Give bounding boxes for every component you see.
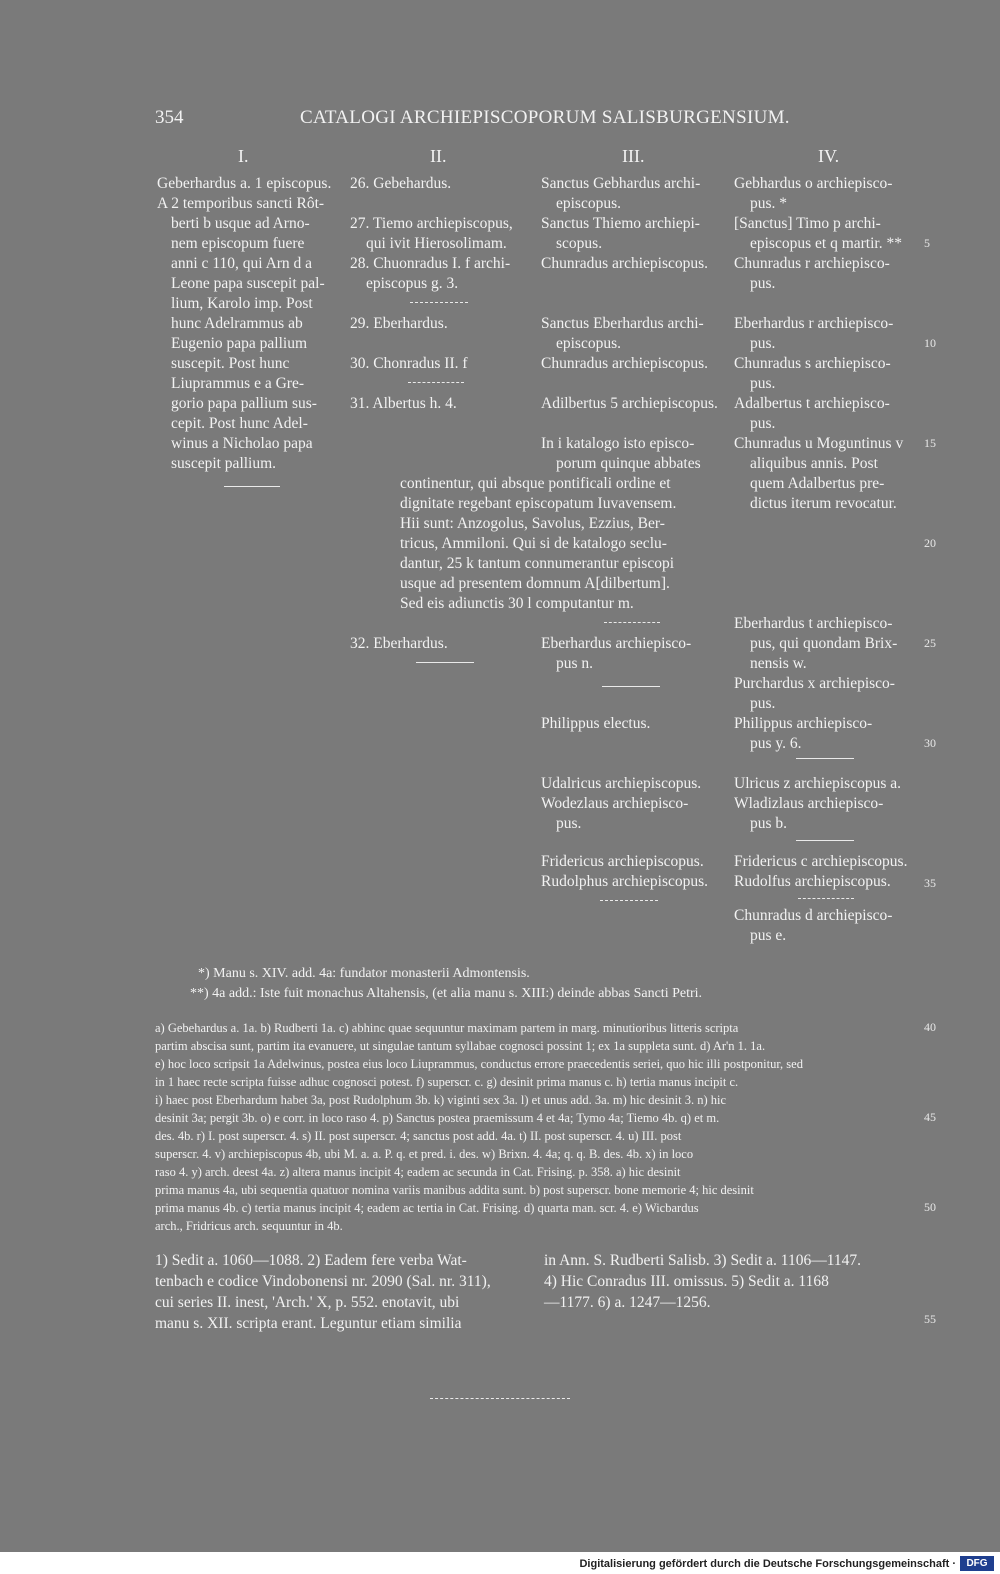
col3-line: Rudolphus archiepiscopus. (541, 873, 709, 890)
col4-line: pus. (750, 375, 776, 392)
bottom-ornament-rule (430, 1398, 570, 1399)
col1-line: winus a Nicholao papa (171, 435, 313, 452)
col4-line: pus. (750, 695, 776, 712)
col1-line: lium, Karolo imp. Post (171, 295, 313, 312)
note-left-line: manu s. XII. scripta erant. Leguntur etiam similia (155, 1315, 462, 1332)
span-line: dantur, 25 k tantum connumerantur episcopi (400, 555, 675, 572)
span-line: continentur, qui absque pontificali ordine et (400, 475, 671, 492)
col4-line: Adalbertus t archiepisco- (734, 395, 890, 412)
col4-dash (798, 898, 854, 899)
span-line: dignitate regebant episcopatum Iuvavensem. (400, 495, 677, 512)
apparatus-line: i) haec post Eberhardum habet 3a, post Rudolphum 3b. k) viginti sex 3a. l) et unus add. 3a. m) hic desinit 3. n) hic (155, 1093, 727, 1107)
col3-line: scopus. (556, 235, 603, 252)
col4-line: Chunradus r archiepisco- (734, 255, 890, 272)
col2-line: 27. Tiemo archiepiscopus, (350, 215, 513, 232)
col2-line: 30. Chonradus II. f (350, 355, 468, 372)
column-head-3: III. (622, 146, 645, 166)
col4-line: Ulricus z archiepiscopus a. (734, 775, 901, 792)
span-line: usque ad presentem domnum A[dilbertum]. (400, 575, 670, 592)
col2-dash (408, 382, 464, 383)
col3-rule (602, 686, 660, 687)
col4-line: Philippus archiepisco- (734, 715, 873, 732)
span-line: Sed eis adiunctis 30 l computantur m. (400, 595, 634, 612)
col1-line: Liuprammus e a Gre- (171, 375, 304, 392)
footer-bar (0, 1552, 1000, 1574)
col2-line: 29. Eberhardus. (350, 315, 448, 332)
page-title: CATALOGI ARCHIEPISCOPORUM SALISBURGENSIUM. (300, 107, 790, 128)
span-line: Hii sunt: Anzogolus, Savolus, Ezzius, Ber- (400, 515, 665, 532)
line-number: 25 (924, 636, 936, 650)
col2-dash (410, 302, 468, 303)
col4-line: pus b. (750, 815, 788, 832)
col3-line: In i katalogo isto episco- (541, 435, 695, 452)
col3-dash (604, 622, 660, 623)
col1-line: A 2 temporibus sancti Rôt- (157, 195, 325, 212)
apparatus-line: raso 4. y) arch. deest 4a. z) altera manus incipit 4; eadem ac secunda in Cat. Frising. p. 358. a) hic desinit (155, 1165, 681, 1179)
col1-line: Eugenio papa pallium (171, 335, 308, 352)
col4-line: Rudolfus archiepiscopus. (734, 873, 891, 890)
col3-line: Sanctus Gebhardus archi- (541, 175, 701, 192)
line-number: 15 (924, 436, 936, 450)
col4-line: dictus iterum revocatur. (750, 495, 897, 512)
col4-rule (796, 758, 854, 759)
col1-line: suscepit. Post hunc (171, 355, 290, 372)
col4-line: Eberhardus t archiepisco- (734, 615, 893, 632)
col3-line: Chunradus archiepiscopus. (541, 355, 709, 372)
span-line: tricus, Ammiloni. Qui si de katalogo seclu- (400, 535, 667, 552)
col3-line: Adilbertus 5 archiepiscopus. (541, 395, 718, 412)
col2-line: 32. Eberhardus. (350, 635, 448, 652)
line-number: 30 (924, 736, 936, 750)
col4-line: Eberhardus r archiepisco- (734, 315, 894, 332)
col1-end-rule (224, 486, 280, 487)
col4-line: Wladizlaus archiepisco- (734, 795, 884, 812)
note-right-line: 4) Hic Conradus III. omissus. 5) Sedit a. 1168 (544, 1273, 829, 1290)
col4-line: quem Adalbertus pre- (750, 475, 885, 492)
note-right-line: —1177. 6) a. 1247—1256. (544, 1294, 711, 1311)
col2-line: qui ivit Hierosolimam. (366, 235, 507, 252)
apparatus-line: des. 4b. r) I. post superscr. 4. s) II. post superscr. 4; sanctus post add. 4a. t) II. post superscr. 4. u) III. post (155, 1129, 682, 1143)
col4-line: [Sanctus] Timo p archi- (734, 215, 881, 232)
note-left-line: tenbach e codice Vindobonensi nr. 2090 (Sal. nr. 311), (155, 1273, 491, 1290)
col3-line: Chunradus archiepiscopus. (541, 255, 709, 272)
col1-line: hunc Adelrammus ab (171, 315, 303, 332)
line-number: 10 (924, 336, 936, 350)
col2-line: 26. Gebehardus. (350, 175, 452, 192)
apparatus-line: prima manus 4a, ubi sequentia quatuor nomina variis manibus addita sunt. b) post superscr. bone memorie 4; hic desinit (155, 1183, 754, 1197)
col4-line: Purchardus x archiepisco- (734, 675, 895, 692)
apparatus-line: e) hoc loco scripsit 1a Adelwinus, postea eius loco Liuprammus, conductus errore praecedentis seriei, quo hic illi postponitur, sed (155, 1057, 803, 1071)
apparatus-line: prima manus 4b. c) tertia manus incipit 4; eadem ac tertia in Cat. Frising. d) quarta man. scr. 4. e) Wicbardus (155, 1201, 699, 1215)
col3-line: pus n. (556, 655, 594, 672)
column-head-1: I. (238, 146, 249, 166)
col1-line: gorio papa pallium sus- (171, 395, 317, 412)
line-number: 50 (924, 1200, 936, 1214)
column-head-2: II. (430, 146, 447, 166)
col4-line: pus y. 6. (750, 735, 802, 752)
col3-line: Eberhardus archiepisco- (541, 635, 692, 652)
col4-line: nensis w. (750, 655, 807, 672)
col3-line: Wodezlaus archiepisco- (541, 795, 689, 812)
col2-end-rule (416, 662, 474, 663)
col1-line: nem episcopum fuere (171, 235, 305, 252)
line-number: 40 (924, 1020, 936, 1034)
col1-line: suscepit pallium. (171, 455, 277, 472)
col3-line: Sanctus Thiemo archiepi- (541, 215, 700, 232)
star-note: **) 4a add.: Iste fuit monachus Altahensis, (et alia manu s. XIII:) deinde abbas Sancti Petri. (190, 986, 703, 1001)
col4-line: pus. * (750, 195, 788, 212)
col3-end-dash (600, 900, 658, 901)
apparatus-line: arch., Fridricus arch. sequuntur in 4b. (155, 1219, 343, 1233)
col3-line: episcopus. (556, 195, 622, 212)
col4-line: pus e. (750, 927, 787, 944)
col1-line: anni c 110, qui Arn d a (171, 255, 313, 272)
apparatus-line: in 1 haec recte scripta fuisse adhuc cognosci potest. f) superscr. c. g) desinit prima manus c. h) tertia manus incipit c. (155, 1075, 739, 1089)
apparatus-line: superscr. 4. v) archiepiscopus 4b, ubi M. a. a. P. q. et pred. i. des. w) Brixn. 4. 4a; q. q. B. des. 4b. x) in loco (155, 1147, 694, 1161)
col4-line: Chunradus d archiepisco- (734, 907, 893, 924)
col1-line: berti b usque ad Arno- (171, 215, 310, 232)
col2-line: 28. Chuonradus I. f archi- (350, 255, 511, 272)
star-note: *) Manu s. XIV. add. 4a: fundator monasterii Admontensis. (198, 966, 530, 981)
col3-line: Fridericus archiepiscopus. (541, 853, 704, 870)
line-number: 55 (924, 1312, 936, 1326)
column-head-4: IV. (818, 146, 840, 166)
apparatus-line: partim abscisa sunt, partim ita evanuere, ut singulae tantum syllabae cognosci possint 1; ex 1a suppleta sunt. d) Ar'n 1. 1a. (155, 1039, 766, 1053)
col4-line: episcopus et q martir. ** (750, 235, 902, 252)
col4-line: pus. (750, 275, 776, 292)
col4-line: Gebhardus o archiepisco- (734, 175, 893, 192)
col3-line: pus. (556, 815, 582, 832)
line-number: 5 (924, 236, 930, 250)
col4-line: aliquibus annis. Post (750, 455, 878, 472)
line-number: 35 (924, 876, 936, 890)
page-number: 354 (155, 107, 184, 128)
col4-line: pus. (750, 415, 776, 432)
note-left-line: cui series II. inest, 'Arch.' X, p. 552. enotavit, ubi (155, 1294, 460, 1311)
col4-line: Chunradus u Moguntinus v (734, 435, 904, 452)
col3-line: Udalricus archiepiscopus. (541, 775, 702, 792)
col4-rule (796, 840, 854, 841)
col1-line: Leone papa suscepit pal- (171, 275, 325, 292)
line-number: 45 (924, 1110, 936, 1124)
col3-line: Philippus electus. (541, 715, 651, 732)
dfg-logo-icon: DFG (960, 1556, 994, 1571)
col3-line: porum quinque abbates (556, 455, 701, 472)
col4-line: pus. (750, 335, 776, 352)
footer-credit: Digitalisierung gefördert durch die Deutsche Forschungsgemeinschaft · (579, 1558, 956, 1570)
col2-line: episcopus g. 3. (366, 275, 459, 292)
col4-line: Chunradus s archiepisco- (734, 355, 891, 372)
apparatus-line: desinit 3a; pergit 3b. o) e corr. in loco raso 4. p) Sanctus postea praemissum 4 et 4a; Tymo 4a; Tiemo 4b. q) et m. (155, 1111, 720, 1125)
apparatus-line: a) Gebehardus a. 1a. b) Rudberti 1a. c) abhinc quae sequuntur maximam partem in marg. minutioribus litteris scripta (155, 1021, 739, 1035)
col4-line: Fridericus c archiepiscopus. (734, 853, 908, 870)
col1-line: Geberhardus a. 1 episcopus. (157, 175, 332, 192)
note-left-line: 1) Sedit a. 1060—1088. 2) Eadem fere verba Wat- (155, 1252, 467, 1269)
col3-line: Sanctus Eberhardus archi- (541, 315, 704, 332)
col3-line: episcopus. (556, 335, 622, 352)
line-number: 20 (924, 536, 936, 550)
col4-line: pus, qui quondam Brix- (750, 635, 898, 652)
col2-line: 31. Albertus h. 4. (350, 395, 457, 412)
col1-line: cepit. Post hunc Adel- (171, 415, 308, 432)
note-right-line: in Ann. S. Rudberti Salisb. 3) Sedit a. 1106—1147. (544, 1252, 862, 1269)
